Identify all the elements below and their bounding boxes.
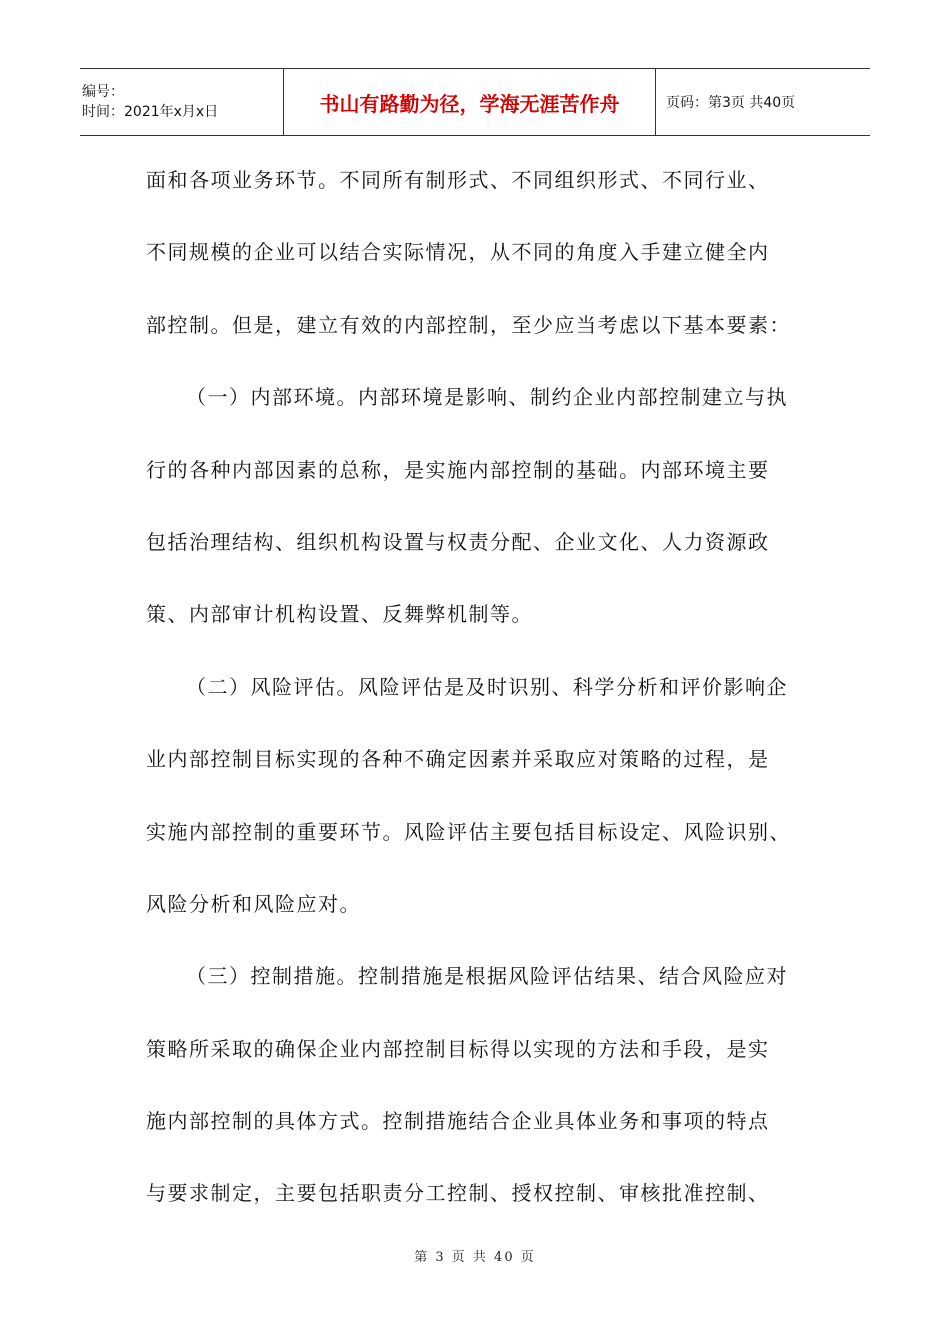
body-line: 行的各种内部因素的总称，是实施内部控制的基础。内部环境主要: [146, 457, 770, 482]
document-body: [146, 158, 826, 1244]
body-line: 策略所采取的确保企业内部控制目标得以实现的方法和手段，是实: [146, 1036, 770, 1061]
document-number-label: 编号：: [82, 84, 124, 100]
header-page-info: 页码：第3页 共40页: [666, 95, 796, 111]
body-line: （三）控制措施。控制措施是根据风险评估结果、结合风险应对: [186, 964, 788, 989]
body-line: 部控制。但是，建立有效的内部控制，至少应当考虑以下基本要素：: [146, 312, 791, 337]
body-line: 面和各项业务环节。不同所有制形式、不同组织形式、不同行业、: [146, 168, 770, 192]
body-line: 与要求制定，主要包括职责分工控制、授权控制、审核批准控制、: [146, 1181, 770, 1206]
document-header: [80, 68, 870, 136]
page-footer: 第 3 页 共 40 页: [414, 1250, 536, 1265]
body-line: 业内部控制目标实现的各种不确定因素并采取应对策略的过程，是: [146, 747, 770, 772]
document-date-label: 时间：2021年x月x日: [82, 104, 219, 120]
body-line: 策、内部审计机构设置、反舞弊机制等。: [146, 602, 533, 627]
body-line: （二）风险评估。风险评估是及时识别、科学分析和评价影响企: [186, 674, 788, 699]
body-line: 风险分析和风险应对。: [146, 891, 361, 916]
body-line: 施内部控制的具体方式。控制措施结合企业具体业务和事项的特点: [146, 1109, 770, 1134]
header-meta: [80, 69, 283, 135]
body-line: 不同规模的企业可以结合实际情况，从不同的角度入手建立健全内: [146, 240, 770, 265]
body-line: （一）内部环境。内部环境是影响、制约企业内部控制建立与执: [186, 385, 788, 410]
body-line: 包括治理结构、组织机构设置与权责分配、企业文化、人力资源政: [146, 529, 770, 554]
header-motto: 书山有路勤为径，学海无涯苦作舟: [283, 69, 656, 135]
body-line: 实施内部控制的重要环节。风险评估主要包括目标设定、风险识别、: [146, 819, 791, 844]
